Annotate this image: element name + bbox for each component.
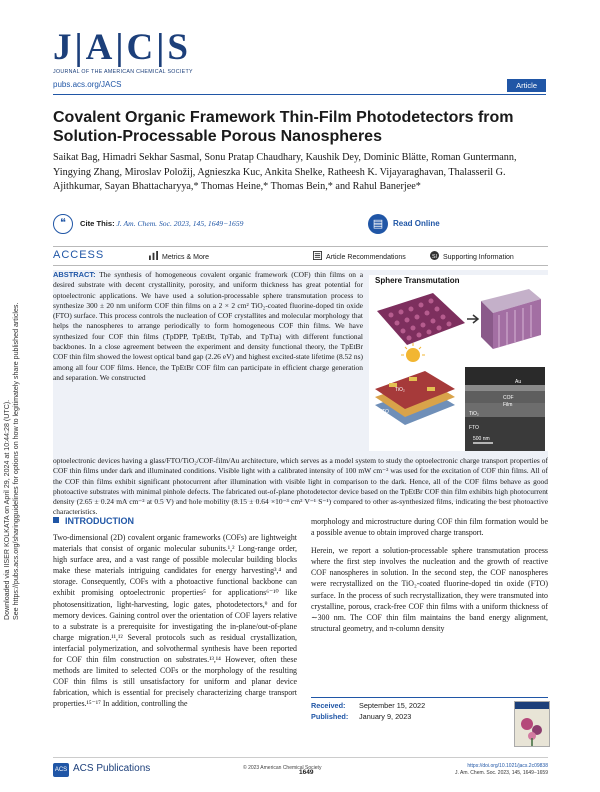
- footer-divider: [53, 757, 548, 758]
- toc-label-fto: FTO: [379, 409, 389, 415]
- intro-paragraph-3: Herein, we report a solution-processable sphere transmutation process where the first step involves the nucleation and the growth of reactive COF nanospheres in solution. In the second step, the COF nanospheres were recrystallized on the TiO₂-coated fluorine-doped tin oxide (FTO) surface. In the process of such recrystallization, they were transmuted into crystalline, porous, crack-free COF thin films with a uniform thickness of ∼300 nm. The COF thin film maintains the band energy alignment, structural geometry, and π-column density: [311, 546, 548, 633]
- device-stack: [375, 371, 455, 425]
- quote-icon[interactable]: ❝: [53, 214, 73, 234]
- document-list-icon: [313, 251, 322, 260]
- page-number: 1649: [299, 769, 314, 776]
- intro-paragraph-2: morphology and microstructure during COF thin film formation would be a possible avenue to obtain improved charge transport.: [311, 517, 548, 538]
- received-label: Received:: [311, 701, 346, 710]
- dates-divider: [311, 697, 548, 698]
- acs-publications-logo[interactable]: [53, 763, 150, 777]
- read-online-link[interactable]: Read Online: [393, 219, 440, 228]
- toc-title: Sphere Transmutation: [375, 276, 460, 285]
- publisher-name: ACS Publications: [73, 763, 151, 774]
- watermark-line-1: Downloaded via IISER KOLKATA on April 29, 2024 at 10:44:28 (UTC).: [3, 399, 11, 620]
- metrics-label: Metrics & More: [162, 254, 210, 261]
- toc-label-tio2: TiO₂: [395, 387, 405, 393]
- page-footer: [53, 757, 548, 781]
- citation-line: [80, 219, 243, 228]
- nanosphere-lattice: [377, 293, 465, 345]
- journal-full-name: JOURNAL OF THE AMERICAN CHEMICAL SOCIETY: [53, 69, 193, 75]
- cover-art: [515, 702, 549, 746]
- intro-column-left: [53, 516, 297, 710]
- cite-label: Cite This:: [80, 219, 115, 228]
- publication-dates: [311, 700, 471, 722]
- sun-icon: [406, 348, 420, 362]
- recommendations-label: Article Recommendations: [326, 254, 406, 261]
- cite-reference-link[interactable]: J. Am. Chem. Soc. 2023, 145, 1649−1659: [116, 219, 244, 228]
- toc-label-cof: COF: [503, 395, 514, 401]
- introduction-heading: [53, 516, 297, 526]
- supporting-info-label: Supporting Information: [443, 254, 514, 261]
- abstract-box: [53, 270, 548, 517]
- svg-text:SI: SI: [431, 253, 438, 260]
- article-title: Covalent Organic Framework Thin-Film Photodetectors from Solution-Processable Porous Nanospheres: [53, 109, 514, 145]
- introduction-heading-text: INTRODUCTION: [65, 516, 134, 526]
- metrics-link[interactable]: [149, 251, 209, 261]
- abstract-paragraph-part1: [53, 270, 363, 383]
- footer-citation: J. Am. Chem. Soc. 2023, 145, 1649−1659: [455, 770, 548, 776]
- doi-block: [455, 763, 548, 777]
- abstract-text-1: The synthesis of homogeneous covalent organic framework (COF) thin films on a desired substrate with decent crystallinity, porosity, and uniform thickness has great potential for optoelectronic applications. We have used a solution-processable sphere transmutation process to synthesize 300 ± 20 nm uniform COF thin films on a 2 × 2 cm² TiO₂-coated fluorine-doped tin oxide (FTO) surface. This process controls the nucleation of COF crystallites and molecular morphology that helps the nanospheres to arrange periodically to form homogeneous COF thin films. We have synthesized four COF thin films (TpDPP, TpEtBt, TpTab, and TpTta) with different functional backbones. In a close agreement between the experiment and density functional theory, the TpEtBr COF thin film showed the lowest optical band gap (2.26 eV) and highest excited-state lifetime (8.52 ns) among all four COF films. Hence, the TpEtBr COF film can participate in efficient charge generation and separation. We constructed: [53, 270, 363, 382]
- section-square-icon: [53, 517, 59, 523]
- supporting-info-link[interactable]: [430, 251, 514, 261]
- doi-link[interactable]: https://doi.org/10.1021/jacs.2c09838: [467, 763, 548, 769]
- copyright-notice: © 2023 American Chemical Society: [243, 765, 322, 771]
- cite-row: [53, 214, 548, 236]
- toc-label-tio2-sem: TiO₂: [469, 411, 479, 417]
- published-date: January 9, 2023: [359, 712, 412, 721]
- arrow-icon: [467, 315, 478, 323]
- jacs-logo[interactable]: [53, 28, 193, 75]
- toc-label-au: Au: [515, 379, 522, 385]
- author-list: Saikat Bag, Himadri Sekhar Sasmal, Sonu Pratap Chaudhary, Kaushik Dey, Dominic Blätte, Roman Guntermann, Yingying Zhang, Miroslav Položij, Agnieszka Kuc, Ankita Shelke, Ratheesh K. Vijayaraghavan, Thalasseril G. Ajithkumar, Sayan Bhattacharyya,* Thomas Heine,* Thomas Bein,* and Rahul Banerjee*: [53, 152, 517, 192]
- access-label: ACCESS: [53, 249, 105, 261]
- bar-chart-icon: [149, 251, 158, 260]
- toc-illustration: [369, 275, 548, 451]
- toc-label-film: Film: [503, 402, 513, 408]
- toc-label-fto-sem: FTO: [469, 425, 479, 431]
- toc-graphic: [369, 275, 548, 451]
- supporting-info-icon: [430, 251, 439, 260]
- watermark-line-2: See https://pubs.acs.org/sharingguidelines for options on how to legitimately share published articles.: [12, 302, 20, 620]
- received-date: September 15, 2022: [359, 701, 426, 710]
- read-online-icon[interactable]: ▤: [368, 214, 388, 234]
- recommendations-link[interactable]: [313, 251, 406, 261]
- download-watermark: [3, 190, 33, 620]
- toc-scale-bar: 500 nm: [473, 436, 490, 442]
- journal-url-link[interactable]: pubs.acs.org/JACS: [53, 80, 122, 89]
- intro-paragraph-1: Two-dimensional (2D) covalent organic frameworks (COFs) are lightweight materials that consist of organic molecular subunits.¹,² Long-range order, high surface area, and a vast range of possible molecular building blocks make these materials intriguing candidates for energy harvesting³,⁴ and storage. Consequently, COFs with a photoactive functional backbone can exhibit promising optoelectronic properties⁵ for applications⁶⁻¹⁰ like photosensitization, light-harvesting, logic gates, photodetectors,⁹ and for memory devices. Gaining control over the orientation of COF layers relative to a substrate is a prerequisite for investigating the in-plane/out-of-plane charge migration.¹¹,¹² Several protocols such as residual crystallization, interfacial polymerization, and solvothermal synthesis have been reported for COF thin film construction on substrates.¹³,¹⁴ However, often these methods are limited to selected COFs or the morphology of the resulting COF thin films is still unsatisfactory for uniform and planar device fabrication, which is essential for precisely characterizing charge transport properties.¹⁵⁻¹⁷ In addition, controlling the: [53, 533, 297, 709]
- article-type-badge: Article: [507, 79, 546, 92]
- journal-cover-thumbnail[interactable]: [514, 701, 550, 747]
- logo-letters: J|A|C|S: [53, 27, 191, 68]
- header-divider: [53, 94, 546, 95]
- intro-column-right: [311, 516, 548, 634]
- access-bar: [53, 246, 548, 266]
- abstract-text-2: optoelectronic devices having a glass/FTO/TiO₂/COF-film/Au architecture, which serves as a model system to study the optoelectronic charge transport properties of COF thin films under dark and illuminated conditions. Visible light with a calibrated intensity of 100 mW cm⁻² was used for the excitation of COF thin films. All of the COF thin films exhibit significant photocurrent after illumination with visible light in comparison to the dark. Hence, all of the COF films behave as good photoactive substrates with minimal pinhole defects. The fabricated out-of-plane photodetector device based on the TpEtBr COF thin film exhibits high photocurrent density (2.65 ± 0.24 mA cm⁻² at 0.5 V) and hole mobility (8.15 ± 0.64 ×10⁻³ cm² V⁻¹ S⁻¹) compared to other as-synthesized films, indicating the best photoactive characteristics.: [53, 456, 548, 517]
- acs-hexagon-icon: ACS: [53, 763, 69, 777]
- abstract-heading: ABSTRACT:: [53, 270, 96, 279]
- published-label: Published:: [311, 712, 349, 721]
